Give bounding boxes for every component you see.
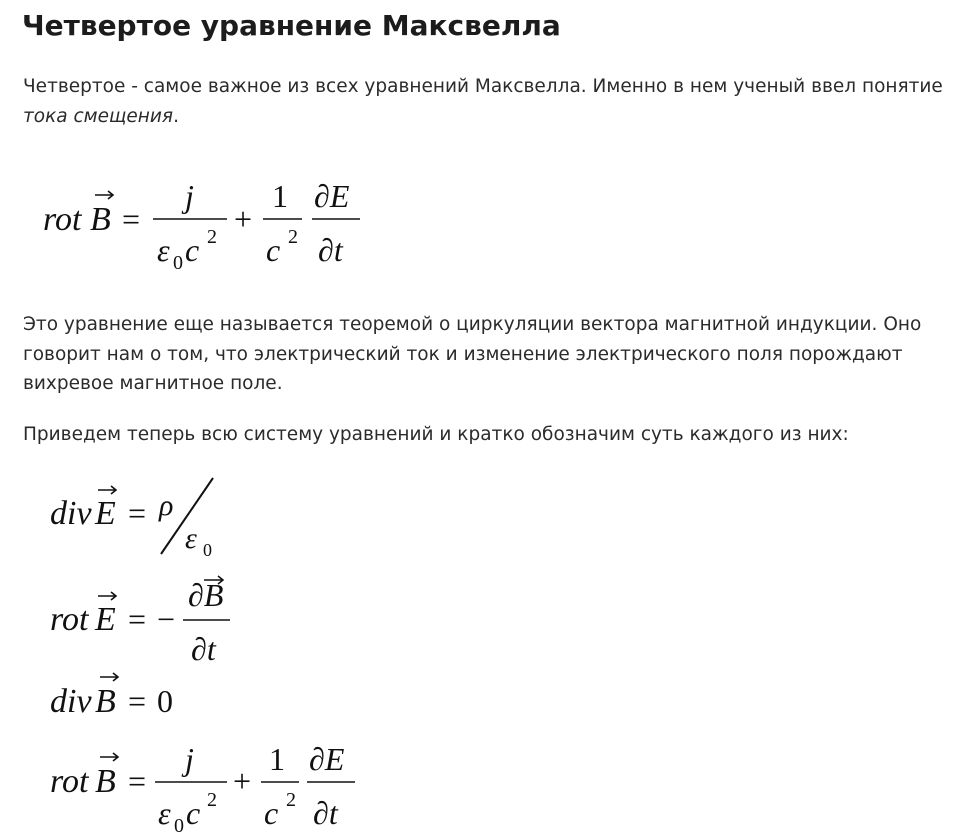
c-superscript-2: 2 (288, 226, 298, 248)
c-superscript-2: 2 (286, 789, 296, 811)
epsilon-subscript: 0 (174, 815, 184, 837)
rot-operator: rot (43, 201, 82, 238)
displacement-current-term: тока смещения (23, 105, 174, 127)
zero-value: 0 (157, 683, 173, 719)
vector-arrow (100, 753, 118, 761)
c-superscript: 2 (207, 226, 217, 248)
rot-operator: rot (50, 601, 89, 638)
plus-sign: + (234, 201, 253, 237)
epsilon: ε (158, 795, 171, 831)
plus-sign: + (233, 763, 252, 799)
partial-b: ∂B (188, 577, 224, 613)
maxwell-fourth-equation (40, 165, 420, 285)
gauss-magnetism-equation (50, 673, 173, 720)
partial-e: ∂E (314, 178, 350, 214)
equals-sign: = (128, 683, 147, 719)
minus-sign: − (157, 601, 176, 637)
gauss-law-equation (50, 478, 213, 560)
c-symbol-2: c (264, 795, 279, 831)
c-superscript: 2 (207, 789, 217, 811)
numerator-one: 1 (272, 178, 288, 214)
equals-sign: = (128, 601, 147, 637)
epsilon-subscript: 0 (203, 540, 212, 560)
vector-b: B (95, 683, 116, 720)
partial-e: ∂E (309, 741, 345, 777)
circulation-paragraph: Это уравнение еще называется теоремой о циркуляции вектора магнитной индукции. Оно говорит нам о том, что электрический ток и изменение электрического поля порождают вихревое магнитное поле. (23, 314, 922, 394)
vector-arrow (95, 191, 113, 199)
c-symbol: c (186, 795, 201, 831)
vector-b: B (95, 763, 116, 800)
partial-t: ∂t (313, 795, 338, 831)
epsilon: ε (157, 232, 170, 268)
vector-e: E (95, 495, 116, 532)
vector-arrow (98, 486, 116, 494)
maxwell-equations-system (45, 470, 385, 837)
equals-sign: = (122, 201, 141, 237)
rho-symbol: ρ (159, 489, 174, 522)
numerator-one: 1 (269, 741, 285, 777)
div-operator: div (50, 495, 92, 532)
partial-t: ∂t (318, 232, 343, 268)
numerator-j: j (185, 178, 194, 214)
vector-arrow (100, 673, 118, 681)
vector-arrow (98, 592, 116, 600)
partial-t: ∂t (191, 631, 216, 667)
vector-e: E (95, 601, 116, 638)
epsilon-subscript: 0 (173, 252, 183, 274)
intro-end: . (173, 105, 179, 127)
vector-b: B (90, 201, 111, 238)
page-title: Четвертое уравнение Максвелла (22, 9, 561, 42)
div-operator: div (50, 683, 92, 720)
c-symbol: c (185, 232, 200, 268)
rot-operator: rot (50, 763, 89, 800)
epsilon: ε (185, 522, 197, 555)
intro-text: Четвертое - самое важное из всех уравнений Максвелла. Именно в нем ученый ввел понятие (23, 76, 943, 97)
equals-sign: = (128, 763, 147, 799)
c-symbol-2: c (266, 232, 281, 268)
numerator-j: j (185, 741, 194, 777)
equals-sign: = (128, 495, 147, 531)
faraday-law-equation (50, 576, 230, 667)
ampere-maxwell-equation (50, 741, 355, 837)
system-intro-paragraph: Приведем теперь всю систему уравнений и кратко обозначим суть каждого из них: (23, 424, 849, 445)
intro-paragraph (23, 72, 948, 131)
